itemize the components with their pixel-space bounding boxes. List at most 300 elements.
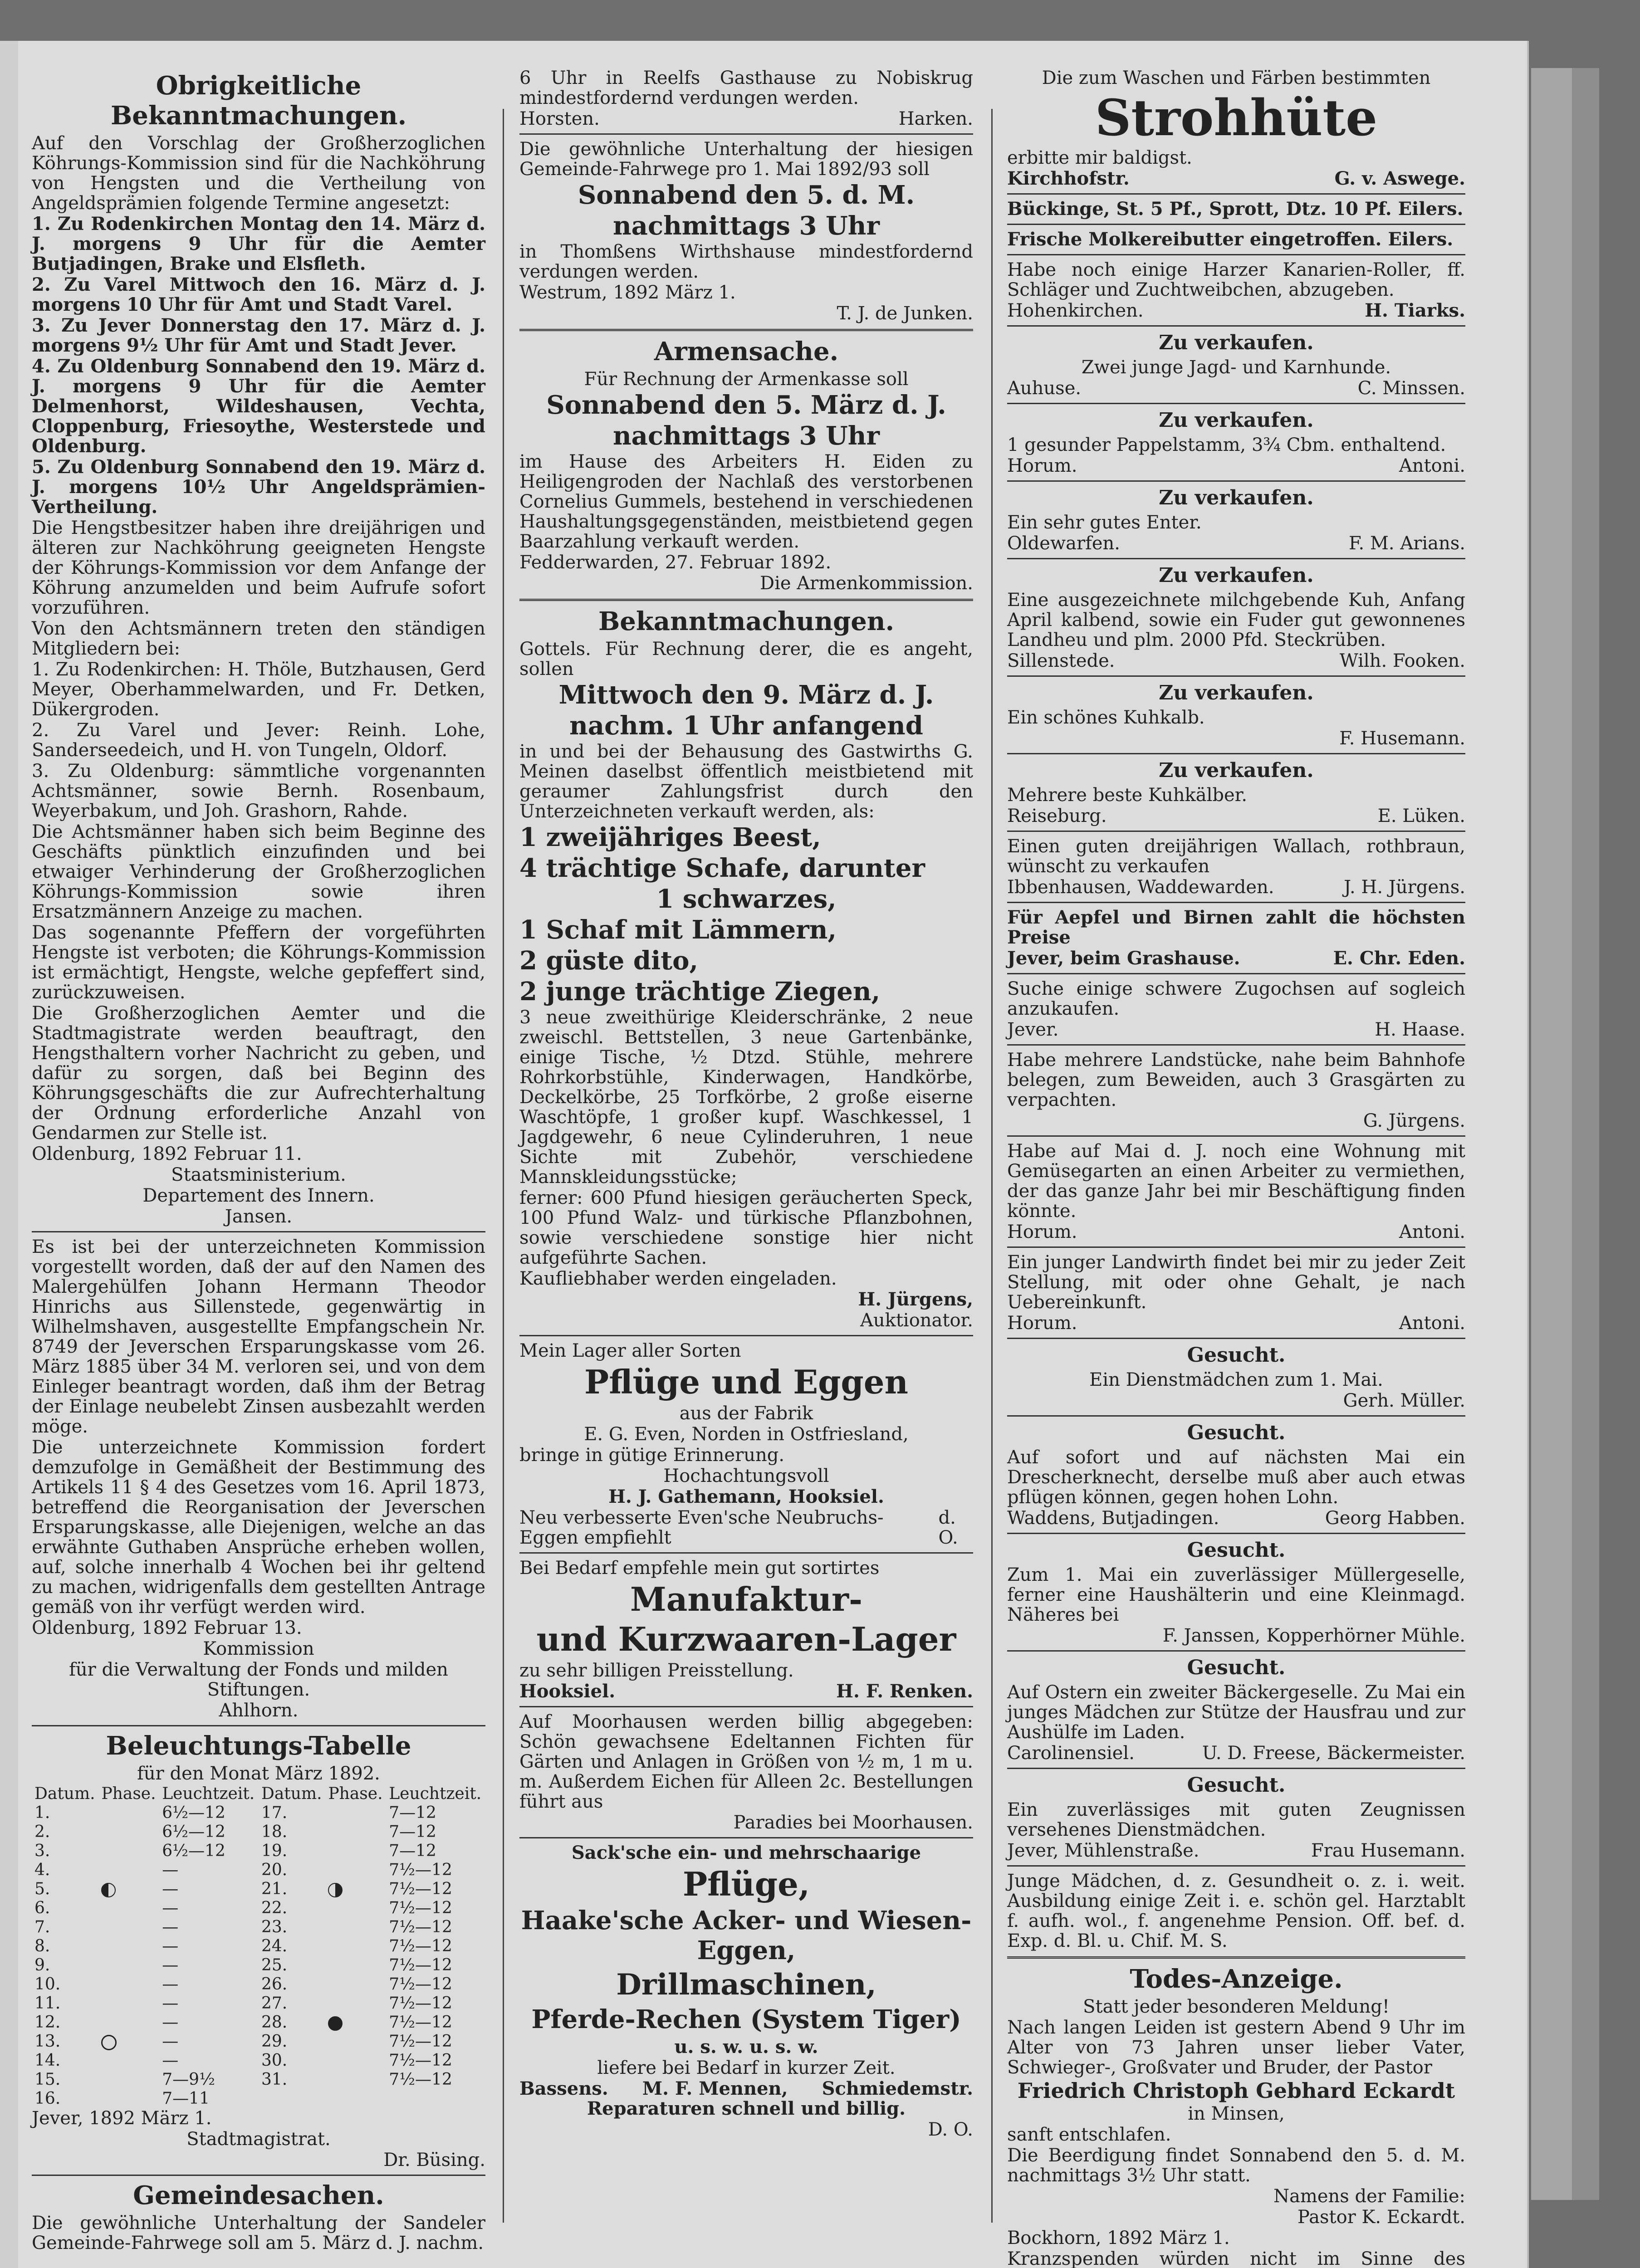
table-cell: 5. — [34, 1880, 50, 1898]
moon-half2-icon — [328, 1883, 343, 1897]
table-cell: — — [162, 1937, 179, 1955]
signature-line — [1007, 1313, 1465, 1333]
paragraph: bringe in gütige Erinnerung. — [519, 1445, 785, 1466]
signature-line — [1007, 301, 1465, 321]
ad-title: Pferde-Rechen (System Tiger) — [531, 2004, 961, 2034]
signature: Ahlhorn. — [219, 1700, 299, 1721]
paragraph: Ein zuverlässiges mit guten Zeugnissen versehenes Dienstmädchen. — [1007, 1799, 1465, 1840]
paragraph: erbitte mir baldigst. — [1007, 147, 1192, 168]
section-heading: Obrigkeitliche Bekanntmachungen. — [110, 71, 407, 131]
table-row — [32, 1918, 485, 1937]
moon-phase-cell — [325, 1899, 386, 1918]
paragraph: Reparaturen schnell und billig. — [587, 2098, 906, 2119]
signature: J. H. Jürgens. — [1344, 877, 1465, 898]
moon-phase-cell — [325, 2070, 386, 2089]
table-cell: 28. — [261, 2013, 288, 2032]
page-edge — [1531, 68, 1572, 2200]
paragraph: in und bei der Behausung des Gastwirths G. Meinen daselbst öffentlich meistbietend mit geraumer Zahlungsfrist durch den Unterzeichneten verkauft werden, als: — [519, 741, 973, 822]
moon-phase-cell — [325, 2032, 386, 2051]
signature-line — [1007, 1020, 1465, 1040]
section-heading: Zu verkaufen. — [1159, 564, 1314, 587]
divider — [1007, 480, 1465, 482]
paragraph: Von den Achtsmännern treten den ständigen Mitgliedern bei: — [32, 618, 485, 659]
table-header: Datum. — [34, 1784, 95, 1803]
signature: C. Minssen. — [1357, 378, 1465, 399]
moon-phase-cell — [325, 1804, 386, 1823]
place: Carolinensiel. — [1007, 1743, 1135, 1764]
signature: F. M. Arians. — [1349, 533, 1465, 554]
signature-title: Auktionator. — [860, 1310, 973, 1331]
paragraph: Habe mehrere Landstücke, nahe beim Bahnhofe belegen, zum Beweiden, auch 3 Grasgärten zu verpachten. — [1007, 1050, 1465, 1110]
paragraph: E. G. Even, Norden in Ostfriesland, — [584, 1424, 909, 1445]
place: Sillenstede. — [1007, 650, 1115, 671]
table-cell: — — [162, 1880, 179, 1898]
place: Auhuse. — [1007, 378, 1082, 399]
table-cell: 7½—12 — [389, 1975, 452, 1994]
divider — [1007, 1533, 1465, 1534]
signature-line — [1007, 877, 1465, 897]
paragraph: Mein Lager aller Sorten — [519, 1340, 741, 1361]
moon-phase-cell — [98, 1842, 159, 1861]
table-row — [32, 1994, 485, 2013]
signature: Die Armenkommission. — [760, 573, 973, 594]
signature: Harken. — [898, 108, 973, 129]
section-heading: Zu verkaufen. — [1159, 486, 1314, 509]
place: Horum. — [1007, 1222, 1077, 1242]
table-cell: 2. — [34, 1823, 50, 1841]
table-cell: 7—11 — [162, 2089, 210, 2108]
ad-title: Drillmaschinen, — [616, 1968, 876, 2002]
table-cell: 7½—12 — [389, 2070, 452, 2089]
moon-phase-cell — [325, 1994, 386, 2013]
divider — [1007, 254, 1465, 255]
table-cell: 17. — [261, 1804, 288, 1822]
divider — [1007, 973, 1465, 974]
moon-phase-cell — [98, 2032, 159, 2051]
signature-line — [1007, 1841, 1465, 1861]
table-cell: 31. — [261, 2070, 288, 2089]
paragraph: Die Hengstbesitzer haben ihre dreijährigen und älteren zur Nachköhrung geeigneten Hengste der Köhrungs-Kommission vor dem Anfange der Köhrung anzumelden und beim Aufrufe sofort vorzuführen. — [32, 518, 485, 618]
paragraph: Die Beerdigung findet Sonnabend den 5. d. M. nachmittags 3½ Uhr statt. — [1007, 2145, 1465, 2186]
table-title: Beleuchtungs-Tabelle — [106, 1731, 411, 1761]
table-cell: — — [162, 1861, 179, 1879]
ad-title: Strohhüte — [1095, 88, 1378, 147]
signature: F. Janssen, Kopperhörner Mühle. — [1162, 1625, 1465, 1646]
section-heading: Zu verkaufen. — [1159, 759, 1314, 782]
signature-line — [519, 2079, 973, 2099]
divider — [1007, 1768, 1465, 1769]
ad-title: Pflüge und Eggen — [584, 1363, 908, 1401]
table-cell: 7½—12 — [389, 2051, 452, 2070]
table-cell: 7—12 — [389, 1804, 436, 1822]
table-header: Leuchtzeit. — [389, 1784, 482, 1803]
moon-phase-cell — [98, 1823, 159, 1842]
paragraph: Für Aepfel und Birnen zahlt die höchsten Preise — [1007, 907, 1465, 948]
paragraph: Bückinge, St. 5 Pf., Sprott, Dtz. 10 Pf. Eilers. — [1007, 198, 1464, 220]
signature: H. J. Gathemann, Hooksiel. — [608, 1486, 884, 1507]
paragraph: Auf Moorhausen werden billig abgegeben: Schön gewachsene Edeltannen Fichten für Gärten und Anlagen in Größen von ½ m, 1 m u. m. Außerdem Eichen für Alleen 2c. Bestellungen führt aus — [519, 1711, 973, 1812]
column-1 — [32, 68, 485, 2254]
table-row — [32, 2013, 485, 2032]
table-cell: 22. — [261, 1899, 288, 1917]
moon-phase-cell — [325, 2089, 386, 2108]
table-row — [32, 1937, 485, 1956]
paragraph: Habe auf Mai d. J. noch eine Wohnung mit Gemüsegarten an einen Arbeiter zu vermiethen, der das ganze Jahr bei mir Beschäftigung finden könnte. — [1007, 1141, 1465, 1222]
column-2 — [519, 68, 973, 2141]
divider — [1007, 1338, 1465, 1339]
paragraph: Habe noch einige Harzer Kanarien-Roller, ff. Schläger und Zuchtweibchen, abzugeben. — [1007, 259, 1465, 300]
lighting-table — [32, 1784, 485, 2108]
paragraph: Die Achtsmänner haben sich beim Beginne des Geschäfts pünktlich einzufinden und bei etwaiger Verhinderung der Großherzoglichen Köhrungs-Kommission sowie ihren Ersatzmännern Anzeige zu machen. — [32, 821, 485, 922]
table-cell: 10. — [34, 1975, 61, 1994]
section-heading: Bekanntmachungen. — [598, 606, 895, 636]
table-cell: 7. — [34, 1918, 50, 1936]
table-row — [32, 1956, 485, 1975]
list-item: 3. Zu Oldenburg: sämmtliche vorgenannten Achtsmänner, sowie Bernh. Rosenbaum, Weyerbakum, und Joh. Grashorn, Rahde. — [32, 761, 485, 821]
place: Jever, Mühlenstraße. — [1007, 1840, 1199, 1861]
list-item: 1 Schaf mit Lämmern, — [519, 915, 837, 945]
section-heading: Gesucht. — [1187, 1656, 1286, 1679]
paragraph: Zwei junge Jagd- und Karnhunde. — [1081, 357, 1391, 378]
deceased-name: Friedrich Christoph Gebhard Eckardt — [1017, 2078, 1455, 2103]
divider — [1007, 193, 1465, 195]
divider — [32, 1231, 485, 1232]
table-cell: 16. — [34, 2089, 61, 2108]
table-cell — [386, 2089, 485, 2108]
paragraph: Frische Molkereibutter eingetroffen. Eilers. — [1007, 229, 1454, 250]
column-rule — [503, 109, 504, 2223]
table-header: Phase. — [328, 1784, 383, 1803]
paragraph: Einen guten dreijährigen Wallach, rothbraun, wünscht zu verkaufen — [1007, 836, 1465, 877]
signature-line — [1007, 169, 1465, 189]
moon-phase-cell — [98, 1861, 159, 1880]
list-item: 4. Zu Oldenburg Sonnabend den 19. März d. J. morgens 9 Uhr für die Aemter Delmenhorst, Wildeshausen, Vechta, Cloppenburg, Friesoythe, Westerstede und Oldenburg. — [32, 356, 485, 457]
dateline: Oldenburg, 1892 Februar 11. — [32, 1144, 302, 1164]
paragraph: Auf Ostern ein zweiter Bäckergeselle. Zu Mai ein junges Mädchen zur Stütze der Hausfrau und zur Aushülfe im Laden. — [1007, 1682, 1465, 1743]
divider — [1007, 1135, 1465, 1137]
signature-line — [1007, 651, 1465, 671]
dateline: Fedderwarden, 27. Februar 1892. — [519, 552, 832, 573]
table-cell: 7½—12 — [389, 1956, 452, 1975]
signature-line — [1007, 1508, 1465, 1528]
paragraph: Hochachtungsvoll — [663, 1466, 829, 1486]
signature-line — [519, 1681, 973, 1701]
list-item: 2. Zu Varel Mittwoch den 16. März d. J. morgens 10 Uhr für Amt und Stadt Varel. — [32, 274, 485, 315]
moon-phase-cell — [98, 2051, 159, 2070]
moon-phase-cell — [98, 1994, 159, 2013]
adjacent-page-strip — [0, 41, 18, 2268]
signature-line — [1007, 378, 1465, 398]
table-cell: 23. — [261, 1918, 288, 1936]
table-cell: — — [162, 2051, 179, 2070]
place: Bassens. — [519, 2078, 608, 2099]
section-heading: Zu verkaufen. — [1159, 681, 1314, 704]
moon-phase-cell — [98, 2013, 159, 2032]
signature: M. F. Mennen, — [642, 2078, 788, 2099]
lead-line: nachm. 1 Uhr anfangend — [569, 711, 923, 741]
divider — [1007, 675, 1465, 677]
section-heading: Zu verkaufen. — [1159, 409, 1314, 432]
divider — [519, 1335, 973, 1336]
table-cell: 7½—12 — [389, 1880, 452, 1898]
lead-line: Mittwoch den 9. März d. J. — [558, 680, 934, 710]
signature: Antoni. — [1399, 1313, 1465, 1334]
signature: Antoni. — [1399, 1222, 1465, 1242]
place: Waddens, Butjadingen. — [1007, 1508, 1219, 1529]
paragraph: Ein schönes Kuhkalb. — [1007, 707, 1205, 728]
table-header: Leuchtzeit. — [162, 1784, 255, 1803]
authority: Departement des Innern. — [142, 1185, 375, 1206]
moon-phase-cell — [98, 1956, 159, 1975]
list-item: 1 zweijähriges Beest, — [519, 822, 821, 852]
paragraph: Das sogenannte Pfeffern der vorgeführten Hengste ist verboten; die Köhrungs-Kommission ist ermächtigt, Hengste, welche gepfeffert sind, zurückzuweisen. — [32, 922, 485, 1003]
paragraph: Auf sofort und auf nächsten Mai ein Drescherknecht, derselbe muß aber auch etwas pflügen können, gegen hohen Lohn. — [1007, 1447, 1465, 1508]
place: Horsten. — [519, 108, 600, 129]
signature: H. F. Renken. — [836, 1681, 973, 1702]
authority: Staatsministerium. — [171, 1164, 346, 1185]
place: Oldewarfen. — [1007, 533, 1121, 554]
paragraph: Für Rechnung der Armenkasse soll — [584, 369, 909, 390]
table-cell: 6½—12 — [162, 1804, 225, 1822]
table-cell: — — [162, 1899, 179, 1917]
place: Hooksiel. — [519, 1681, 616, 1702]
signature-line — [1007, 1743, 1465, 1763]
place: Jever, beim Grashause. — [1007, 948, 1240, 969]
paragraph: Die gewöhnliche Unterhaltung der Sandeler Gemeinde-Fahrwege soll am 5. März d. J. nachm. — [32, 2213, 485, 2253]
table-cell: 7—9½ — [162, 2070, 215, 2089]
section-heading: Gesucht. — [1187, 1421, 1286, 1444]
table-cell: 6½—12 — [162, 1842, 225, 1860]
table-cell: 25. — [261, 1956, 288, 1975]
signature-line — [1007, 806, 1465, 826]
paragraph: im Hause des Arbeiters H. Eiden zu Heiligengroden der Nachlaß des verstorbenen Cornelius Gummels, bestehend in verschiedenen Haushaltungsgegenständen, meistbietend gegen Baarzahlung verkauft werden. — [519, 451, 973, 552]
table-cell: 30. — [261, 2051, 288, 2070]
page-edge-shadow — [1572, 68, 1599, 2200]
signature: D. O. — [928, 2119, 973, 2140]
divider — [1007, 902, 1465, 903]
table-cell: 12. — [34, 2013, 61, 2032]
moon-new-icon — [328, 2016, 343, 2031]
divider — [519, 1552, 973, 1554]
signature: H. Tiarks. — [1365, 300, 1465, 321]
signature: Gerh. Müller. — [1343, 1390, 1465, 1411]
table-row — [32, 2089, 485, 2108]
table-cell — [259, 2089, 325, 2108]
divider — [1007, 325, 1465, 327]
paragraph: Suche einige schwere Zugochsen auf sogleich anzukaufen. — [1007, 978, 1465, 1019]
table-cell: 7½—12 — [389, 1899, 452, 1917]
table-cell: 7½—12 — [389, 1918, 452, 1936]
table-cell: 6. — [34, 1899, 50, 1917]
paragraph: sanft entschlafen. — [1007, 2124, 1171, 2145]
place: Horum. — [1007, 455, 1077, 476]
divider — [1007, 558, 1465, 559]
paragraph: Es ist bei der unterzeichneten Kommission vorgestellt worden, daß der auf den Namen des Malergehülfen Johann Hermann Theodor Hinrichs aus Sillenstede, gegenwärtig in Wilhelmshaven, ausgestellte Empfangschein Nr. 8749 der Jeverschen Ersparungskasse vom 26. März 1885 über 34 M. verloren sei, und von dem Einleger beantragt worden, daß ihm der Betrag der Einlage neubelebt Zinsen ausbezahlt werden möge. — [32, 1237, 485, 1437]
table-row — [32, 2051, 485, 2070]
paragraph: 3 neue zweithürige Kleiderschränke, 2 neue zweischl. Bettstellen, 3 neue Gartenbänke, einige Tische, ½ Dtzd. Stühle, mehrere Rohrkorbstühle, Kinderwagen, Handkörbe, Deckelkörbe, 25 Torfkörbe, 2 große eiserne Waschtöpfe, 1 großer kupf. Waschkessel, 1 Jagdgewehr, 6 neue Cylinderuhren, 1 neue Sichte mit Zubehör, verschiedene Mannskleidungsstücke; — [519, 1007, 973, 1188]
signature: U. D. Freese, Bäckermeister. — [1202, 1743, 1465, 1764]
paragraph: Die unterzeichnete Kommission fordert demzufolge in Gemäßheit der Bestimmung des Artikels 11 § 4 des Gesetzes vom 16. April 1873, betreffend die Reorganisation der Jeverschen Ersparungskasse, alle Diejenigen, welche an das erwähnte Guthaben Ansprüche erheben wollen, auf, solche innerhalb 4 Wochen bei ihr geltend zu machen, widrigenfalls dem gestellten Antrage gemäß von ihr verfügt werden wird. — [32, 1437, 485, 1618]
paragraph: Junge Mädchen, d. z. Gesundheit o. z. i. weit. Ausbildung einige Zeit i. e. schön gel. Harztablt f. aufh. wol., f. angenehme Pension. Off. bef. d. Exp. d. Bl. u. Chif. M. S. — [1007, 1871, 1465, 1951]
list-item: 1. Zu Rodenkirchen: H. Thöle, Butzhausen, Gerd Meyer, Oberhammelwarden, und Fr. Detken, Dükergroden. — [32, 659, 485, 720]
divider — [1007, 1246, 1465, 1248]
ad-title: Haake'sche Acker- und Wiesen-Eggen, — [521, 1906, 972, 1965]
paragraph: Kaufliebhaber werden eingeladen. — [519, 1268, 837, 1289]
paragraph: Mehrere beste Kuhkälber. — [1007, 785, 1248, 806]
paragraph: Die Großherzoglichen Aemter und die Stadtmagistrate werden beauftragt, den Hengsthaltern vorher Nachricht zu geben, und dafür zu sorgen, daß bei Beginn des Köhrungsgeschäfts die zur Aufrechterhaltung der Ordnung erforderliche Anzahl von Gendarmen zur Stelle ist. — [32, 1003, 485, 1144]
paragraph: aus der Fabrik — [679, 1403, 813, 1424]
moon-half-icon — [101, 1883, 116, 1897]
authority: Kommission — [203, 1638, 314, 1659]
table-header: Datum. — [261, 1784, 322, 1803]
signature: E. Chr. Eden. — [1333, 948, 1465, 969]
column-rule — [991, 109, 993, 2223]
signature: E. Lüken. — [1377, 806, 1465, 826]
lead-line: nachmittags 3 Uhr — [612, 421, 880, 451]
table-cell: 6½—12 — [162, 1823, 225, 1841]
table-cell: 11. — [34, 1994, 61, 2013]
place: Reiseburg. — [1007, 806, 1107, 826]
lead-line: Sonnabend den 5. d. M. — [578, 180, 915, 210]
paragraph: Statt jeder besonderen Meldung! — [1083, 1996, 1390, 2017]
divider — [519, 1706, 973, 1707]
paragraph: Kranzspenden würden nicht im Sinne des — [1007, 2248, 1465, 2268]
signature: Frau Husemann. — [1311, 1840, 1465, 1861]
table-row — [32, 1975, 485, 1994]
signature: d. O. — [938, 1507, 958, 1548]
paragraph: Bei Bedarf empfehle mein gut sortirtes — [519, 1558, 880, 1579]
list-item: 4 trächtige Schafe, darunter — [519, 853, 925, 883]
table-cell: 7½—12 — [389, 1861, 452, 1879]
moon-phase-cell — [98, 1975, 159, 1994]
table-cell: 1. — [34, 1804, 50, 1822]
table-cell: — — [162, 2013, 179, 2032]
table-row — [32, 2032, 485, 2051]
moon-phase-cell — [98, 1899, 159, 1918]
dateline: Bockhorn, 1892 März 1. — [1007, 2228, 1230, 2248]
table-cell: 18. — [261, 1823, 288, 1841]
paragraph: Auf den Vorschlag der Großherzoglichen Köhrungs-Kommission sind für die Nachköhrung von Hengsten und die Vertheilung von Angeldsprämien folgende Termine angesetzt: — [32, 133, 485, 214]
divider — [1007, 1415, 1465, 1417]
ad-title: Manufaktur- — [630, 1580, 862, 1618]
paragraph: Nach langen Leiden ist gestern Abend 9 Uhr im Alter von 73 Jahren unser lieber Vater, Schwieger-, Großvater und Bruder, der Pastor — [1007, 2017, 1465, 2078]
moon-phase-cell — [325, 1823, 386, 1842]
signature: Georg Habben. — [1325, 1508, 1465, 1529]
dateline: Jever, 1892 März 1. — [32, 2108, 212, 2129]
paragraph: Gottels. Für Rechnung derer, die es angeht, sollen — [519, 639, 973, 679]
place: Horum. — [1007, 1313, 1077, 1334]
signature: H. Jürgens, — [858, 1289, 973, 1310]
table-cell: 13. — [34, 2032, 61, 2051]
section-heading: Armensache. — [654, 337, 839, 367]
table-cell: — — [162, 1956, 179, 1975]
signature: G. Jürgens. — [1363, 1110, 1465, 1131]
signature-line — [1007, 948, 1465, 968]
signature: Paradies bei Moorhausen. — [733, 1812, 973, 1833]
list-item: 3. Zu Jever Donnerstag den 17. März d. J. morgens 9½ Uhr für Amt und Stadt Jever. — [32, 315, 485, 356]
table-cell: 24. — [261, 1937, 288, 1955]
table-row — [32, 2070, 485, 2089]
place: Hohenkirchen. — [1007, 300, 1144, 321]
table-cell: 7—12 — [389, 1823, 436, 1841]
signature-line — [1007, 456, 1465, 476]
list-item: 2. Zu Varel und Jever: Reinh. Lohe, Sanderseedeich, und H. von Tungeln, Oldorf. — [32, 720, 485, 761]
table-cell: 4. — [34, 1861, 50, 1879]
signature: G. v. Aswege. — [1334, 168, 1465, 189]
place: Kirchhofstr. — [1007, 168, 1130, 189]
ad-title: Pflüge, — [682, 1865, 810, 1903]
table-cell: 7½—12 — [389, 1994, 452, 2013]
moon-phase-cell — [325, 1880, 386, 1899]
table-cell: 29. — [261, 2032, 288, 2051]
moon-phase-cell — [325, 1975, 386, 1994]
list-item: 1 schwarzes, — [656, 884, 837, 914]
paragraph: Ein Dienstmädchen zum 1. Mai. — [1089, 1369, 1383, 1390]
divider — [32, 1725, 485, 1726]
signature-line — [519, 1508, 973, 1548]
divider — [1007, 1956, 1465, 1959]
divider — [519, 1837, 973, 1838]
table-header: Phase. — [101, 1784, 156, 1803]
moon-phase-cell — [98, 1804, 159, 1823]
signature: Wilh. Fooken. — [1339, 650, 1465, 671]
moon-phase-cell — [98, 1880, 159, 1899]
signature-line — [519, 109, 973, 129]
section-heading: Zu verkaufen. — [1159, 331, 1314, 354]
column-3 — [1007, 68, 1465, 2268]
list-item: 1. Zu Rodenkirchen Montag den 14. März d. J. morgens 9 Uhr für die Aemter Butjadingen, Brake und Elsfleth. — [32, 213, 485, 274]
moon-phase-cell — [98, 2070, 159, 2089]
paragraph: Eine ausgezeichnete milchgebende Kuh, Anfang April kalbend, sowie ein Fuder gut gewonnenes Landheu und plm. 2000 Pfd. Steckrüben. — [1007, 590, 1465, 650]
signature-line — [1007, 1222, 1465, 1242]
signature: Pastor K. Eckardt. — [1297, 2207, 1465, 2228]
table-cell: 7½—12 — [389, 1937, 452, 1955]
table-subtitle: für den Monat März 1892. — [137, 1763, 380, 1784]
lead-line: nachmittags 3 Uhr — [612, 211, 880, 241]
table-row — [32, 1861, 485, 1880]
table-row — [32, 1804, 485, 1823]
list-item: 2 junge trächtige Ziegen, — [519, 977, 881, 1007]
paragraph: Neu verbesserte Even'sche Neubruchs-Eggen empfiehlt — [519, 1507, 884, 1548]
dateline: Oldenburg, 1892 Februar 13. — [32, 1618, 302, 1638]
ad-title: und Kurzwaaren-Lager — [536, 1620, 956, 1658]
paragraph: 6 Uhr in Reelfs Gasthause zu Nobiskrug mindestfordernd verdungen werden. — [519, 68, 973, 108]
table-cell: 9. — [34, 1956, 50, 1975]
divider — [1007, 753, 1465, 754]
paragraph: ferner: 600 Pfund hiesigen geräucherten Speck, 100 Pfund Walz- und türkische Pflanzbohnen, sowie verschiedene sonstige hier nicht aufgeführte Sachen. — [519, 1188, 973, 1268]
signature: T. J. de Junken. — [837, 303, 973, 324]
section-heading: Gesucht. — [1187, 1774, 1286, 1797]
moon-phase-cell — [325, 1861, 386, 1880]
table-cell: 27. — [261, 1994, 288, 2013]
table-cell: 7—12 — [389, 1842, 436, 1860]
table-row — [32, 1823, 485, 1842]
table-cell: — — [162, 2032, 179, 2051]
table-cell: 26. — [261, 1975, 288, 1994]
section-heading: Gemeindesachen. — [133, 2180, 384, 2210]
paragraph: u. s. w. u. s. w. — [674, 2036, 818, 2058]
section-heading: Gesucht. — [1187, 1539, 1286, 1562]
signature: Dr. Büsing. — [383, 2150, 485, 2170]
list-item: 2 güste dito, — [519, 946, 698, 976]
table-row — [32, 1880, 485, 1899]
table-row — [32, 1842, 485, 1861]
table-cell: 15. — [34, 2070, 61, 2089]
table-cell: 3. — [34, 1842, 50, 1860]
table-cell: 19. — [261, 1842, 288, 1860]
divider — [519, 133, 973, 135]
section-heading: Todes-Anzeige. — [1130, 1964, 1343, 1994]
